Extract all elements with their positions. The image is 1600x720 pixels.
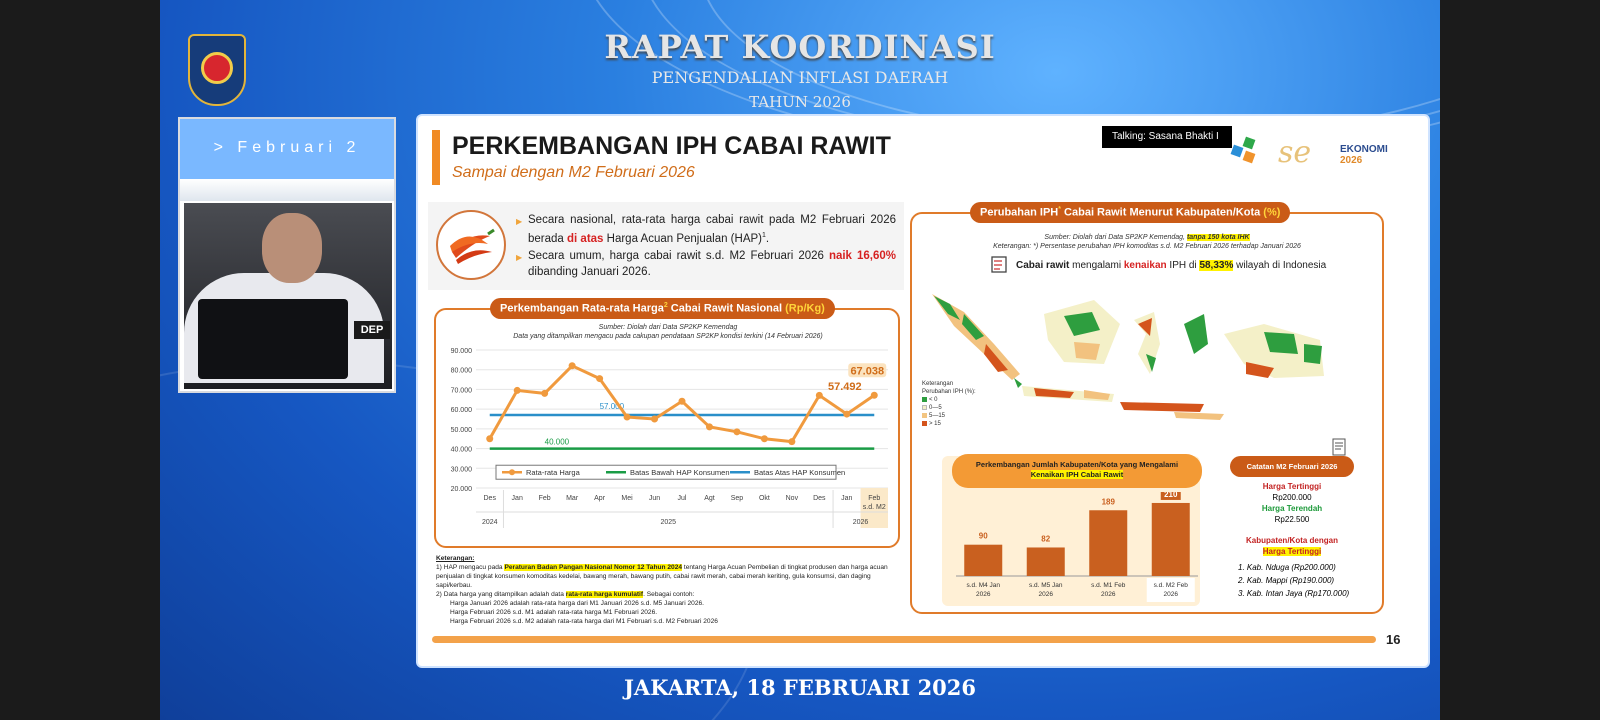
summary-bullet-1: ▶ Secara nasional, rata-rata harga cabai rawit pada M2 Februari 2026 berada di atas Harga Acuan Penjualan (HAP)$^1$. xyxy=(528,212,896,247)
bar-category-year: 2026 xyxy=(1038,591,1053,598)
bar-value-label: 210 xyxy=(1164,492,1178,499)
map-note: Keterangan: *) Persentase perubahan IPH komoditas s.d. M2 Februari 2026 terhadap Januari 2026 xyxy=(993,243,1301,250)
legend-item: > 15 xyxy=(922,420,976,428)
price-line-chart xyxy=(440,344,898,544)
price-trend-note: Data yang ditampilkan mengacu pada cakupan pendataan SP2KP kondisi terkini (14 Februari 2026) xyxy=(513,333,823,340)
highest-price-value: Rp200.000 xyxy=(1272,493,1312,502)
summary-box xyxy=(428,202,904,290)
bar-value-label: 82 xyxy=(1041,534,1051,544)
x-tick-label: Jan xyxy=(511,495,523,502)
y-tick-label: 30.000 xyxy=(450,466,472,474)
svg-text:se: se xyxy=(1278,135,1312,168)
y-tick-label: 50.000 xyxy=(450,426,472,434)
x-tick-label: Sep xyxy=(730,495,744,502)
bar-category-label: s.d. M1 Feb xyxy=(1091,582,1126,589)
lowest-price-label: Harga Terendah xyxy=(1261,504,1323,513)
price-trend-title: Perkembangan Rata-rata Harga$^2$ Cabai Rawit Nasional (Rp/Kg) xyxy=(490,298,835,319)
notes-card: Catatan M2 Februari 2026 Harga Tertinggi Rp200.000 Harga Terendah Rp22.500 Kabupaten/Kota dengan Harga Tertinggi 1. Kab. Nduga (Rp200.000) 2. Kab. Mappi (Rp190.000) 3. Kab. Intan Jaya (Rp170.000) xyxy=(1230,456,1354,600)
desk-sign: DEP xyxy=(354,321,390,339)
regency-count-bar xyxy=(1152,503,1190,576)
year-label: 2024 xyxy=(481,519,498,526)
x-tick-label: Okt xyxy=(758,495,770,502)
x-tick-label: Jul xyxy=(677,495,687,502)
legend-marker xyxy=(509,469,515,475)
bar-category-label: s.d. M5 Jan xyxy=(1028,582,1063,589)
map-legend: Keterangan Perubahan IPH (%): < 0 0—5 5—15 > 15 xyxy=(922,381,976,427)
y-tick-label: 40.000 xyxy=(450,446,472,454)
map-headline: Cabai rawit mengalami kenaikan IPH di 58,33% wilayah di Indonesia xyxy=(1016,260,1327,271)
laptop-icon xyxy=(198,299,348,379)
ekonomi-logo-icon xyxy=(1278,134,1338,168)
notes-card-header: Catatan M2 Februari 2026 xyxy=(1230,456,1354,477)
price-point xyxy=(679,398,686,405)
price-point xyxy=(788,438,795,445)
jan-2026-value-label: 57.492 xyxy=(827,381,862,394)
price-point xyxy=(843,411,850,418)
price-point xyxy=(596,375,603,382)
legend-item: < 0 xyxy=(922,396,976,404)
hap-upper-label: 57.000 xyxy=(599,402,625,412)
legend-item: 0—5 xyxy=(922,404,976,412)
presentation-slide xyxy=(418,116,1428,666)
talking-indicator: Talking: Sasana Bhakti I xyxy=(1102,126,1232,148)
x-tick-label: Jan xyxy=(841,495,853,502)
highest-regency-item: 3. Kab. Intan Jaya (Rp170.000) xyxy=(1238,589,1350,598)
summary-bullet-2: ▶ Secara umum, harga cabai rawit s.d. M2 Februari 2026 naik 16,60% dibanding Januari 2026. xyxy=(528,248,896,280)
lowest-price-value: Rp22.500 xyxy=(1274,515,1310,524)
x-tick-label: Nov xyxy=(785,495,799,502)
event-title: RAPAT KOORDINASI xyxy=(604,28,996,66)
price-point xyxy=(514,387,521,394)
hap-lower-label: 40.000 xyxy=(544,437,570,447)
footnotes: Keterangan: 1) HAP mengacu pada Peraturan Badan Pangan Nasional Nomor 12 Tahun 2024 tentang Harga Acuan Pembelian di tingkat produsen dan harga acuan penjualan di tingkat konsumen komoditas kedelai, bawang merah, bawang putih, cabai rawit merah, cabai merah keriting, gula konsumsi, dan daging sapi/kerbau. 2) Data harga yang ditampilkan adalah data rata-rata harga kumulatif. Sebagai contoh: Harga Januari 2026 adalah rata-rata harga dari M1 Januari 2026 s.d. M5 Januari 2026. Harga Februari 2026 s.d. M1 adalah rata-rata harga M1 Februari 2026. Harga Februari 2026 s.d. M2 adalah rata-rata harga dari M1 Februari s.d. M2 Februari 2026 xyxy=(436,554,906,626)
y-tick-label: 60.000 xyxy=(450,407,472,415)
feb-2026-value-label: 67.038 xyxy=(850,365,885,378)
price-point xyxy=(651,416,658,423)
x-tick-label: Mar xyxy=(566,495,579,502)
page-number: 16 xyxy=(1386,632,1401,647)
price-point xyxy=(624,414,631,421)
footnote-example: Harga Januari 2026 adalah rata-rata harga dari M1 Januari 2026 s.d. M5 Januari 2026. xyxy=(450,600,705,607)
bar-category-year: 2026 xyxy=(1101,591,1116,598)
y-tick-label: 20.000 xyxy=(450,486,472,493)
x-tick-label: Agt xyxy=(704,495,715,502)
speaker-head xyxy=(262,213,322,283)
slide-subtitle: Sampai dengan M2 Februari 2026 xyxy=(452,164,695,181)
price-point xyxy=(706,423,713,430)
bar-category-year: 2026 xyxy=(976,591,991,598)
footnote-example: Harga Februari 2026 s.d. M2 adalah rata-rata harga dari M1 Februari s.d. M2 Februari 2026 xyxy=(450,618,718,625)
checklist-icon xyxy=(990,254,1010,274)
footnote-example: Harga Februari 2026 s.d. M1 adalah rata-rata harga M1 Februari 2026. xyxy=(450,609,658,616)
event-location-date: JAKARTA, 18 FEBRUARI 2026 xyxy=(623,675,977,700)
year-label: 2025 xyxy=(660,519,677,526)
highest-regency-item: 2. Kab. Mappi (Rp190.000) xyxy=(1238,576,1335,585)
regency-count-title: Perkembangan Jumlah Kabupaten/Kota yang Mengalami Kenaikan IPH Cabai Rawit xyxy=(952,454,1202,488)
year-label: 2026 xyxy=(852,519,869,526)
bps-logo-icon xyxy=(1230,132,1270,168)
price-point xyxy=(733,428,740,435)
price-point xyxy=(871,392,878,399)
regency-count-bar xyxy=(1089,510,1127,576)
price-point xyxy=(816,392,823,399)
price-trend-source: Sumber: Diolah dari Data SP2KP Kemendag xyxy=(598,324,738,331)
price-point xyxy=(486,435,493,442)
bar-category-year: 2026 xyxy=(1163,591,1178,598)
price-point xyxy=(569,362,576,369)
event-subtitle: PENGENDALIAN INFLASI DAERAH xyxy=(651,68,949,87)
y-tick-label: 70.000 xyxy=(450,387,472,395)
legend-item: 5—15 xyxy=(922,412,976,420)
x-tick-label: Mei xyxy=(621,495,633,502)
indonesia-choropleth-map xyxy=(924,284,1334,434)
x-tick-label: Feb xyxy=(868,495,881,502)
regency-count-bar-chart xyxy=(952,492,1202,604)
bar-value-label: 189 xyxy=(1101,497,1115,507)
map-source: Sumber: Diolah dari Data SP2KP Kemendag, tanpa 150 kota IHK xyxy=(1044,234,1250,241)
bar-category-label: s.d. M4 Jan xyxy=(966,582,1001,589)
regency-count-bar xyxy=(1027,547,1065,576)
speaker-video-tile[interactable] xyxy=(178,117,396,393)
price-point xyxy=(761,435,768,442)
x-tick-label: Feb xyxy=(538,495,551,502)
x-tick-label: s.d. M2 xyxy=(862,504,886,511)
slide-title: PERKEMBANGAN IPH CABAI RAWIT xyxy=(452,132,891,160)
x-tick-label: Des xyxy=(483,495,496,502)
x-tick-label: Jun xyxy=(648,495,661,502)
slide-progress-bar xyxy=(432,636,1376,643)
x-tick-label: Apr xyxy=(594,495,606,502)
x-tick-label: Des xyxy=(813,495,826,502)
highest-regency-item: 1. Kab. Nduga (Rp200.000) xyxy=(1238,563,1336,572)
legend-label: Batas Bawah HAP Konsumen xyxy=(630,468,730,478)
legend-label: Rata-rata Harga xyxy=(526,468,580,478)
speaker-video xyxy=(184,203,392,389)
regency-count-bar xyxy=(964,545,1002,576)
document-icon xyxy=(1332,438,1346,456)
y-tick-label: 90.000 xyxy=(450,348,472,355)
highest-price-label: Harga Tertinggi xyxy=(1262,482,1322,491)
map-panel-title: Perubahan IPH* Cabai Rawit Menurut Kabupaten/Kota (%) xyxy=(970,202,1290,223)
video-backdrop-banner: > Februari 2 xyxy=(180,119,394,179)
presentation-background xyxy=(160,0,1440,720)
bar-value-label: 90 xyxy=(978,531,988,541)
legend-label: Batas Atas HAP Konsumen xyxy=(754,468,846,478)
chili-pepper-icon xyxy=(436,210,506,280)
bar-category-label: s.d. M2 Feb xyxy=(1153,582,1188,589)
price-point xyxy=(541,390,548,397)
y-tick-label: 80.000 xyxy=(450,367,472,375)
event-year: TAHUN 2026 xyxy=(749,93,851,111)
ekonomi-logo-text: EKONOMI 2026 xyxy=(1340,144,1388,166)
